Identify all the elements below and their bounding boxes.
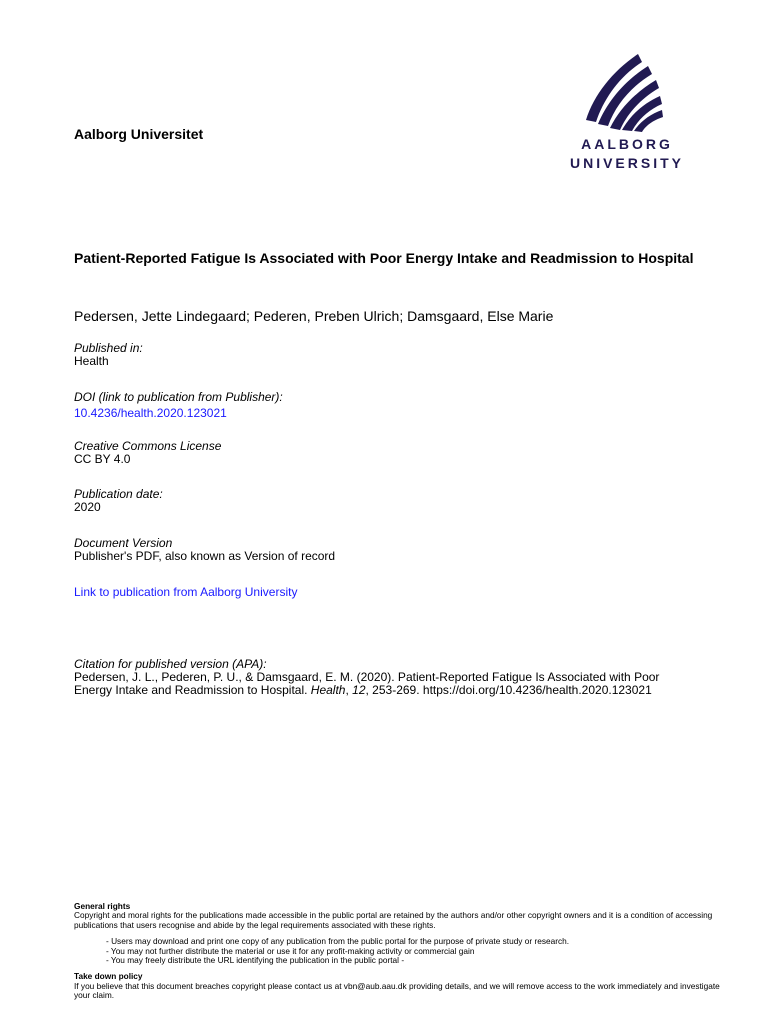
rights-list-item: - You may freely distribute the URL identifying the publication in the public portal -	[106, 955, 405, 966]
logo-text-university: UNIVERSITY	[569, 155, 684, 171]
document-version-value: Publisher's PDF, also known as Version of record	[74, 549, 336, 563]
citation-journal: Health	[310, 683, 346, 697]
aau-logo	[566, 42, 688, 174]
citation-volume: 12	[352, 683, 366, 697]
rights-list	[106, 937, 724, 965]
doi-section	[74, 391, 734, 422]
citation-line-1: Pedersen, J. L., Pederen, P. U., & Damsgaard, E. M. (2020). Patient-Reported Fatigue Is Associated with Poor	[74, 670, 660, 684]
doi-label: DOI (link to publication from Publisher):	[74, 390, 283, 404]
general-rights-heading: General rights	[74, 901, 131, 911]
published-in-label: Published in:	[74, 341, 143, 355]
general-rights-text: Copyright and moral rights for the publications made accessible in the public portal are retained by the authors and/or other copyright owners and it is a condition of accessing publications that users recognise and abide by the legal requirements associated with these rights.	[74, 910, 713, 930]
citation-line-2-end: , 253-269. https://doi.org/10.4236/health.2020.123021	[365, 683, 652, 697]
license-value: CC BY 4.0	[74, 452, 131, 466]
document-version-section	[74, 537, 734, 563]
published-in-section	[74, 342, 734, 368]
rights-list-item: - Users may download and print one copy of any publication from the public portal for the purpose of private study or research.	[106, 936, 570, 947]
rights-list-item: - You may not further distribute the material or use it for any profit-making activity or commercial gain	[106, 945, 475, 956]
license-label: Creative Commons License	[74, 439, 222, 453]
citation-label: Citation for published version (APA):	[74, 657, 267, 671]
aau-logo-mark-icon	[566, 42, 688, 132]
document-version-label: Document Version	[74, 536, 173, 550]
publication-date-section	[74, 488, 734, 514]
citation-line-2	[74, 684, 734, 697]
logo-text-aalborg: AALBORG	[581, 136, 673, 152]
publication-date-label: Publication date:	[74, 487, 163, 501]
rights-section	[74, 902, 724, 1001]
citation-section	[74, 658, 734, 697]
institution-name: Aalborg Universitet	[74, 126, 204, 142]
doi-link[interactable]: 10.4236/health.2020.123021	[74, 406, 227, 420]
paper-authors: Pedersen, Jette Lindegaard; Pederen, Preben Ulrich; Damsgaard, Else Marie	[74, 308, 554, 324]
paper-title: Patient-Reported Fatigue Is Associated with Poor Energy Intake and Readmission to Hospital	[74, 250, 694, 266]
citation-line-2-start: Energy Intake and Readmission to Hospital.	[74, 683, 311, 697]
license-section	[74, 440, 734, 466]
publication-date-value: 2020	[74, 500, 101, 514]
citation-separator: ,	[345, 683, 353, 697]
published-in-value: Health	[74, 354, 109, 368]
takedown-heading: Take down policy	[74, 971, 143, 982]
takedown-text: If you believe that this document breaches copyright please contact us at vbn@aub.aau.dk providing details, and we will remove access to the work immediately and investigate your claim.	[74, 980, 720, 1001]
portal-link[interactable]: Link to publication from Aalborg University	[74, 585, 298, 599]
